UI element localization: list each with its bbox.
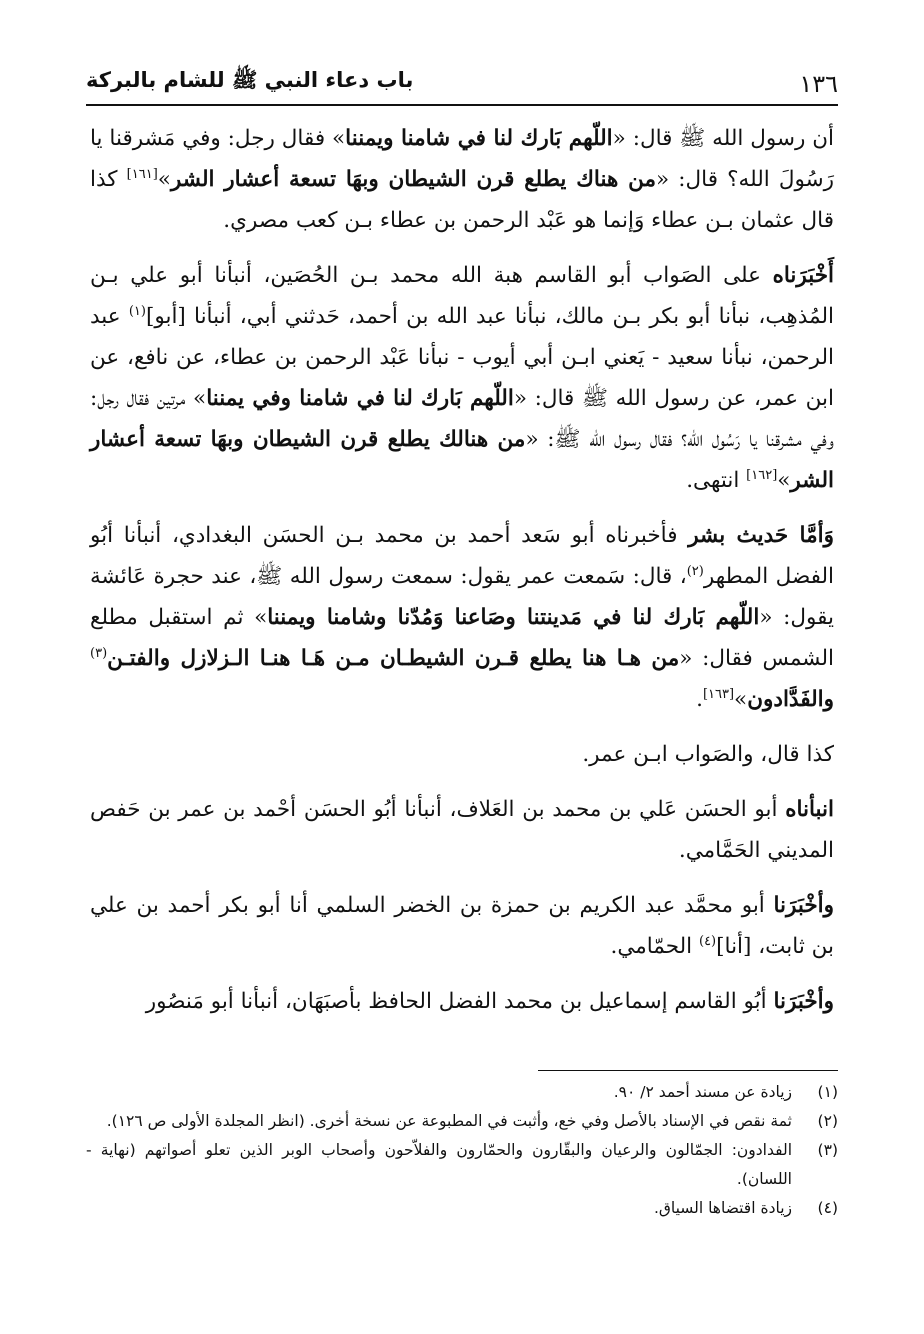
paragraph: [90, 515, 834, 720]
footnote-text: زيادة اقتضاها السياق.: [653, 1199, 792, 1217]
text-segment: أبو محمَّد عبد الكريم بن حمزة بن الخضر السلمي أنا أبو بكر أحمد بن علي بن ثابت، [أنا]: [90, 893, 834, 959]
reference-marker: (١): [128, 303, 146, 319]
reference-marker: (٤): [698, 933, 717, 949]
chapter-title: باب دعاء النبي ﷺ للشام بالبركة: [86, 68, 414, 92]
hadith-quote: اللّهم بَارك لنا في شامنا وفي يمننا: [206, 386, 514, 411]
paragraph-lead: وأخْبَرَنا: [773, 989, 834, 1014]
text-segment: » فقال رجل: وفي مَشرقنا يا رَسُولَ الله؟ قال: «: [90, 126, 834, 192]
footnote-text: الفدادون: الجمّالون والرعيان والبقّارون والحمّارون والفلاّحون وأصحاب الوبر الذين تعلو أصواتهم (نهاية - اللسان).: [86, 1141, 792, 1188]
footnote: [86, 1194, 838, 1223]
text-segment: .: [696, 687, 703, 712]
footnote: [86, 1107, 838, 1136]
text-segment: »: [734, 687, 748, 712]
text-segment: ، قال: سَمعت عمر يقول: سمعت رسول الله ﷺ، عند حجرة عَائشة يقول: «: [90, 564, 834, 630]
text-segment: » ثم استقبل مطلع الشمس فقال: «: [90, 605, 835, 671]
page-number: ١٣٦: [799, 70, 838, 98]
paragraph: [90, 885, 834, 967]
hadith-quote: من هنالك يطلع قرن الشيطان وبهَا تسعة أعشار الشر: [90, 427, 834, 493]
paragraph-lead: وأخْبَرَنا: [773, 893, 834, 918]
paragraph: [90, 118, 834, 241]
running-header: [86, 58, 838, 98]
main-text: [90, 118, 834, 1036]
hadith-quote: من هـا هنا يطلع قـرن الشيطـان مـن هَـا هنـا الـزلازل والفتـن: [107, 646, 680, 671]
reference-marker: (٢): [686, 563, 704, 579]
text-segment: كذا قال، والصَواب ابـن عمر.: [582, 742, 834, 767]
text-segment: أن رسول الله ﷺ قال: «: [612, 126, 835, 151]
paragraph: [90, 255, 834, 501]
text-segment: كذا قال عثمان بـن عطاء وَإنما هو عَبْد الرحمن بن عطاء بـن كعب مصري.: [90, 167, 834, 233]
text-segment: على الصَواب أبو القاسم هبة الله محمد بـن الحُصَين، أنبأنا أبو علي بـن المُذهِب، نبأنا أبو بكر بـن مالك، نبأنا عبد الله بن أحمد، حَدثني أبي، أنبأنا [أبو]: [90, 263, 835, 329]
text-segment: فأخبرناه أبو سَعد أحمد بن محمد بـن الحسَن البغدادي، أنبأنا أبُو الفضل المطهر: [90, 523, 834, 589]
footnote-number: (٣): [817, 1141, 838, 1159]
text-segment: الحمّامي.: [610, 934, 699, 959]
hadith-quote: من هناك يطلع قرن الشيطان وبهَا تسعة أعشار الشر: [170, 167, 656, 192]
text-segment: انتهى.: [686, 468, 747, 493]
hadith-quote: اللّهم بَارك لنا في مَدينتنا وصَاعنا وَمُدّنا وشامنا ويمننا: [267, 605, 760, 630]
paragraph: [90, 789, 834, 871]
footnote-text: زيادة عن مسند أحمد ٢/ ٩٠.: [613, 1083, 792, 1101]
text-segment: » مرتين فقال رجل: وفي مشرقنا يا رَسُول الله؟ فقال رسول الله ﷺ: «: [90, 386, 834, 452]
reference-marker: [١٦٢]: [746, 467, 778, 483]
paragraph-lead: وَأمَّا حَديث بشر: [688, 523, 834, 548]
paragraph-lead: انبأناه: [785, 797, 834, 822]
text-segment: أبُو القاسم إسماعيل بن محمد الفضل الحافظ بأصبَهَان، أنبأنا أبو مَنصُور: [145, 989, 774, 1014]
footnote: [86, 1136, 838, 1194]
paragraph: [90, 981, 834, 1022]
hadith-quote: اللّهم بَارك لنا في شامنا ويمننا: [345, 126, 613, 151]
reference-marker: [١٦٣]: [702, 686, 735, 702]
footnote: [86, 1078, 838, 1107]
text-segment: أبو الحسَن عَلي بن محمد بن العَلاف، أنبأنا أبُو الحسَن أحْمد بن عمر بن حَفص المديني الحَمَّامي.: [90, 797, 834, 863]
paragraph: [90, 734, 834, 775]
footnote-number: (٢): [817, 1112, 838, 1130]
hadith-quote: والفَدَّادون: [747, 687, 834, 712]
footnote-number: (١): [817, 1083, 838, 1101]
reference-marker: (٣): [90, 645, 108, 661]
reference-marker: [١٦١]: [126, 166, 158, 182]
footnote-divider: [538, 1070, 838, 1071]
footnote-text: ثمة نقص في الإسناد بالأصل وفي خع، وأثبت في المطبوعة عن نسخة أخرى. (انظر المجلدة الأولى ص ١٢٦).: [106, 1112, 792, 1130]
text-segment: »: [777, 468, 791, 493]
footnote-number: (٤): [817, 1199, 838, 1217]
paragraph-lead: أَخْبَرَناه: [772, 263, 834, 288]
footnotes: [86, 1078, 838, 1223]
header-divider: [86, 104, 838, 106]
text-segment: عبد الرحمن، نبأنا سعيد - يَعني ابـن أبي أيوب - نبأنا عَبْد الرحمن بن عطاء، عن نافع، عن ابن عمر، عن رسول الله ﷺ قال: «: [90, 304, 834, 411]
text-segment: »: [157, 167, 171, 192]
